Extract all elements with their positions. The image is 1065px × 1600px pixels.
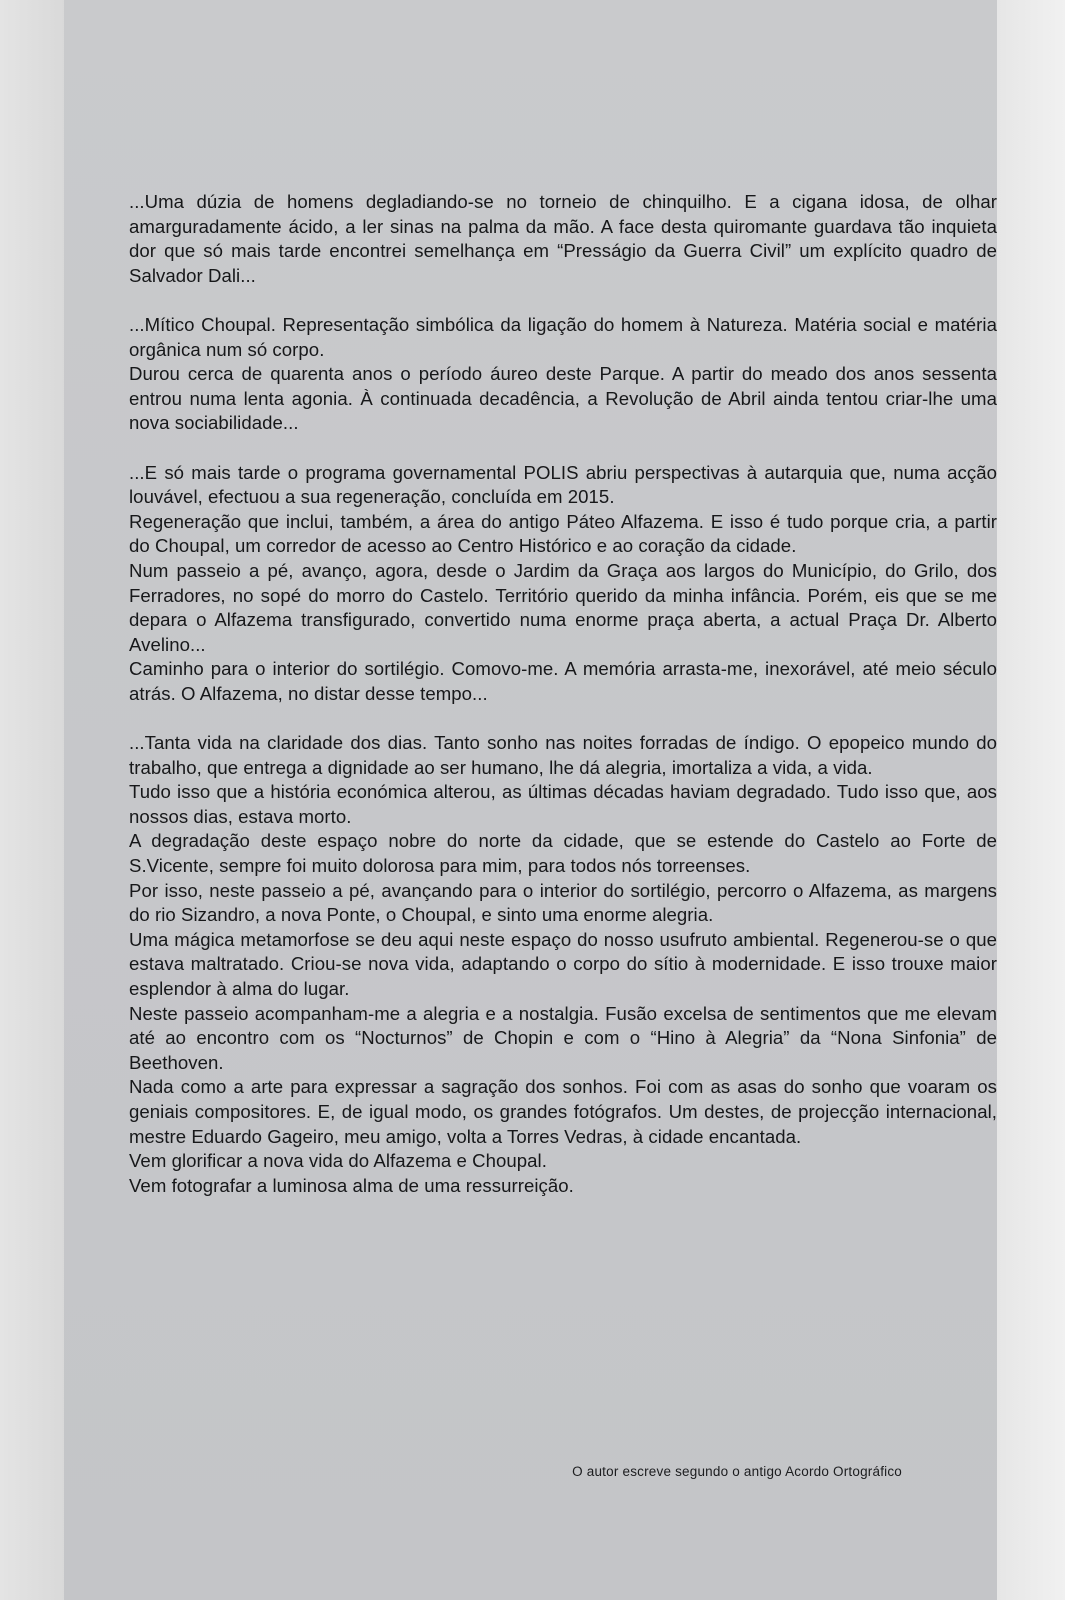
paragraph: Durou cerca de quarenta anos o período áureo deste Parque. A partir do meado dos anos sessenta entrou numa lenta agonia. À continuada decadência, a Revolução de Abril ainda tentou criar-lhe uma nova sociabilidade... xyxy=(129,363,997,434)
paragraph: Num passeio a pé, avanço, agora, desde o Jardim da Graça aos largos do Município, do Grilo, dos Ferradores, no sopé do morro do Castelo. Território querido da minha infância. Porém, eis que se me depara o Alfazema transfigurado, convertido numa enorme praça aberta, a actual Praça Dr. Alberto Avelino... xyxy=(129,559,997,655)
paragraph-group-3 xyxy=(129,461,997,707)
paragraph: ...Mítico Choupal. Representação simbólica da ligação do homem à Natureza. Matéria social e matéria orgânica num só corpo. xyxy=(129,313,997,360)
paragraph: Tudo isso que a história económica alterou, as últimas décadas haviam degradado. Tudo isso que, aos nossos dias, estava morto. xyxy=(129,781,997,827)
paragraph: Nada como a arte para expressar a sagração dos sonhos. Foi com as asas do sonho que voaram os geniais compositores. E, de igual modo, os grandes fotógrafos. Um destes, de projecção internacional, mestre Eduardo Gageiro, meu amigo, volta a Torres Vedras, à cidade encantada. xyxy=(129,1076,997,1147)
paragraph: Regeneração que inclui, também, a área do antigo Páteo Alfazema. E isso é tudo porque cria, a partir do Choupal, um corredor de acesso ao Centro Histórico e ao coração da cidade. xyxy=(129,510,997,557)
paragraph-group-1 xyxy=(129,190,997,288)
paragraph-group-2 xyxy=(129,313,997,436)
paragraph: ...Uma dúzia de homens degladiando-se no torneio de chinquilho. E a cigana idosa, de olhar amarguradamente ácido, a ler sinas na palma da mão. A face desta quiromante guardava tão inquieta dor que só mais tarde encontrei semelhança em “Presságio da Guerra Civil” um explícito quadro de Salvador Dali... xyxy=(129,191,997,286)
paragraph: Vem glorificar a nova vida do Alfazema e Choupal. xyxy=(129,1150,547,1172)
wall-right xyxy=(997,0,1065,1600)
paragraph: Vem fotografar a luminosa alma de uma ressurreição. xyxy=(129,1174,574,1196)
text-panel xyxy=(64,0,997,1600)
paragraph: ...Tanta vida na claridade dos dias. Tanto sonho nas noites forradas de índigo. O epopeico mundo do trabalho, que entrega a dignidade ao ser humano, lhe dá alegria, imortaliza a vida, a vida. xyxy=(129,732,997,778)
paragraph: Uma mágica metamorfose se deu aqui neste espaço do nosso usufruto ambiental. Regenerou-se o que estava maltratado. Criou-se nova vida, adaptando o corpo do sítio à modernidade. E isso trouxe maior esplendor à alma do lugar. xyxy=(129,928,997,999)
paragraph: Por isso, neste passeio a pé, avançando para o interior do sortilégio, percorro o Alfazema, as margens do rio Sizandro, a nova Ponte, o Choupal, e sinto uma enorme alegria. xyxy=(129,879,997,926)
paragraph: ...E só mais tarde o programa governamental POLIS abriu perspectivas à autarquia que, numa acção louvável, efectuou a sua regeneração, concluída em 2015. xyxy=(129,461,997,508)
footnote: O autor escreve segundo o antigo Acordo Ortográfico xyxy=(572,1464,902,1479)
paragraph-group-4 xyxy=(129,731,997,1198)
wall-left xyxy=(0,0,64,1600)
main-text xyxy=(129,190,997,1223)
paragraph: Caminho para o interior do sortilégio. Comovo-me. A memória arrasta-me, inexorável, até meio século atrás. O Alfazema, no distar desse tempo... xyxy=(129,658,997,704)
paragraph: Neste passeio acompanham-me a alegria e a nostalgia. Fusão excelsa de sentimentos que me elevam até ao encontro com os “Nocturnos” de Chopin e com o “Hino à Alegria” da “Nona Sinfonia” de Beethoven. xyxy=(129,1002,997,1073)
paragraph: A degradação deste espaço nobre do norte da cidade, que se estende do Castelo ao Forte de S.Vicente, sempre foi muito dolorosa para mim, para todos nós torreenses. xyxy=(129,830,997,877)
